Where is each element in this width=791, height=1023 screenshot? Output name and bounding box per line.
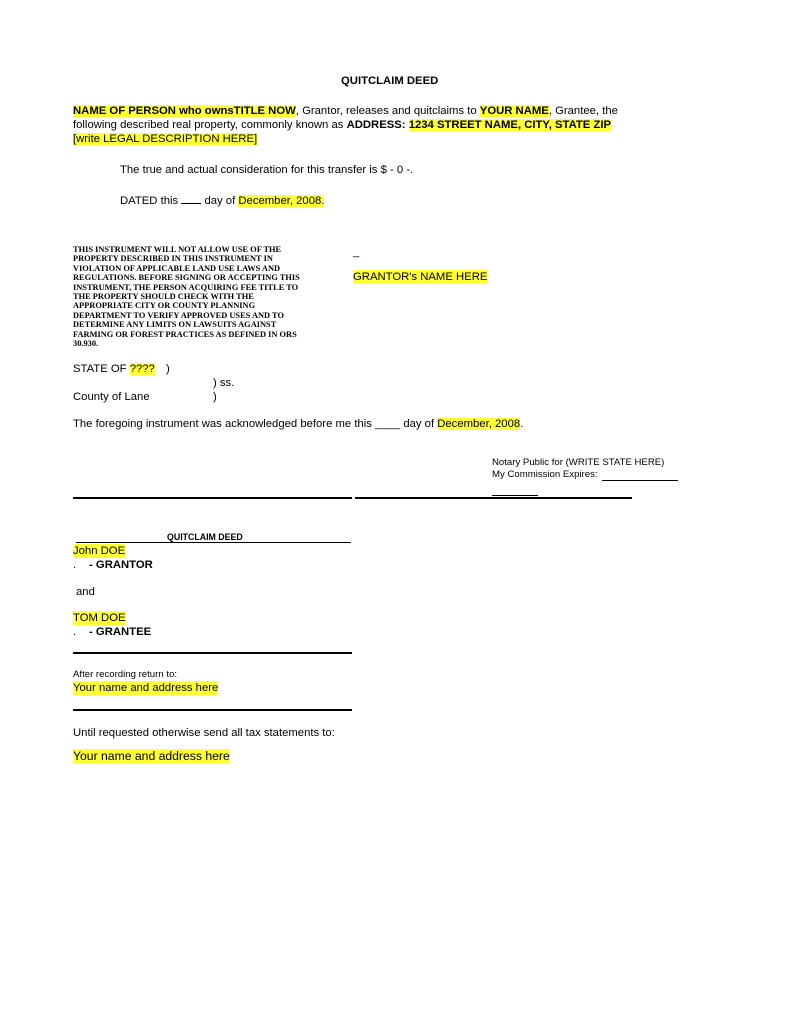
return-address-placeholder[interactable]: Your name and address here <box>73 682 219 694</box>
warning-line: DEPARTMENT TO VERIFY APPROVED USES AND TO <box>73 310 284 320</box>
consideration-line: The true and actual consideration for this transfer is $ - 0 -. <box>120 164 414 176</box>
warning-line: APPROPRIATE CITY OR COUNTY PLANNING <box>73 301 256 311</box>
day-blank[interactable] <box>181 193 201 204</box>
notary-commission-label: My Commission Expires: <box>492 469 598 480</box>
county-label: County of Lane <box>73 391 150 403</box>
land-use-warning <box>73 245 300 348</box>
acknowledgment-suffix: . <box>520 418 524 430</box>
intro-text-3: following described real property, commonly known as <box>73 119 347 131</box>
acknowledgment-line <box>73 417 523 431</box>
state-placeholder[interactable]: ???? <box>129 363 155 375</box>
intro-line-3 <box>73 132 257 146</box>
footer-and: and <box>76 586 95 598</box>
warning-line: THIS INSTRUMENT WILL NOT ALLOW USE OF THE <box>73 245 282 254</box>
separator-rule-right <box>355 497 632 499</box>
warning-line: 30.930. <box>73 339 99 349</box>
grantor-name-placeholder[interactable]: GRANTOR's NAME HERE <box>353 271 488 283</box>
notary-blank[interactable] <box>492 495 538 496</box>
warning-line: PROPERTY DESCRIBED IN THIS INSTRUMENT IN <box>73 254 273 264</box>
dated-date-placeholder[interactable]: December, 2008. <box>238 195 325 207</box>
acknowledgment-date-placeholder[interactable]: December, 2008 <box>437 418 521 430</box>
footer-rule-2 <box>73 709 352 711</box>
return-label: After recording return to: <box>73 669 177 680</box>
dated-middle: day of <box>204 195 236 207</box>
venue-paren-2: ) <box>213 391 217 403</box>
document-title: QUITCLAIM DEED <box>341 75 439 87</box>
state-label: STATE OF <box>73 363 130 375</box>
address-placeholder[interactable]: 1234 STREET NAME, CITY, STATE ZIP <box>408 119 612 131</box>
intro-line-1 <box>73 104 618 118</box>
footer-grantor-label: - GRANTOR <box>89 559 153 571</box>
footer-dot-2: . <box>73 626 77 638</box>
tax-label: Until requested otherwise send all tax statements to: <box>73 727 335 739</box>
warning-line: THE PROPERTY SHOULD CHECK WITH THE <box>73 292 254 302</box>
footer-grantee-label: - GRANTEE <box>89 626 152 638</box>
dated-prefix: DATED this <box>120 195 179 207</box>
warning-line: FARMING OR FOREST PRACTICES AS DEFINED IN ORS <box>73 329 297 339</box>
footer-grantor-name[interactable]: John DOE <box>73 545 126 557</box>
signature-dash: _ <box>353 246 360 258</box>
address-label: ADDRESS: <box>346 119 409 131</box>
legal-description-placeholder[interactable]: [write LEGAL DESCRIPTION HERE] <box>73 133 258 145</box>
footer-heading-rule <box>76 542 351 543</box>
venue-paren-1: ) <box>166 363 170 375</box>
warning-line: VIOLATION OF APPLICABLE LAND USE LAWS AND <box>73 263 281 273</box>
tax-address-placeholder[interactable]: Your name and address here <box>73 749 230 763</box>
separator-rule-left <box>73 497 352 499</box>
footer-rule-1 <box>73 652 352 654</box>
dated-line <box>120 193 324 208</box>
intro-line-2 <box>73 118 611 132</box>
acknowledgment-prefix: The foregoing instrument was acknowledged before me this ____ day of <box>73 418 438 430</box>
grantee-placeholder[interactable]: YOUR NAME <box>479 105 549 117</box>
grantor-placeholder[interactable]: NAME OF PERSON who ownsTITLE NOW <box>73 105 296 117</box>
notary-title: Notary Public for (WRITE STATE HERE) <box>492 457 665 468</box>
warning-line: INSTRUMENT, THE PERSON ACQUIRING FEE TITLE TO <box>73 282 299 292</box>
intro-text-2: , Grantee, the <box>548 105 618 117</box>
footer-dot-1: . <box>73 559 77 571</box>
footer-heading: QUITCLAIM DEED <box>167 532 243 542</box>
commission-blank[interactable] <box>602 480 678 481</box>
warning-line: REGULATIONS. BEFORE SIGNING OR ACCEPTING THIS <box>73 273 300 283</box>
intro-text-1: , Grantor, releases and quitclaims to <box>295 105 480 117</box>
venue-ss: ) ss. <box>213 377 235 389</box>
warning-line: DETERMINE ANY LIMITS ON LAWSUITS AGAINST <box>73 320 277 330</box>
state-line <box>73 362 155 376</box>
footer-grantee-name[interactable]: TOM DOE <box>73 612 126 624</box>
